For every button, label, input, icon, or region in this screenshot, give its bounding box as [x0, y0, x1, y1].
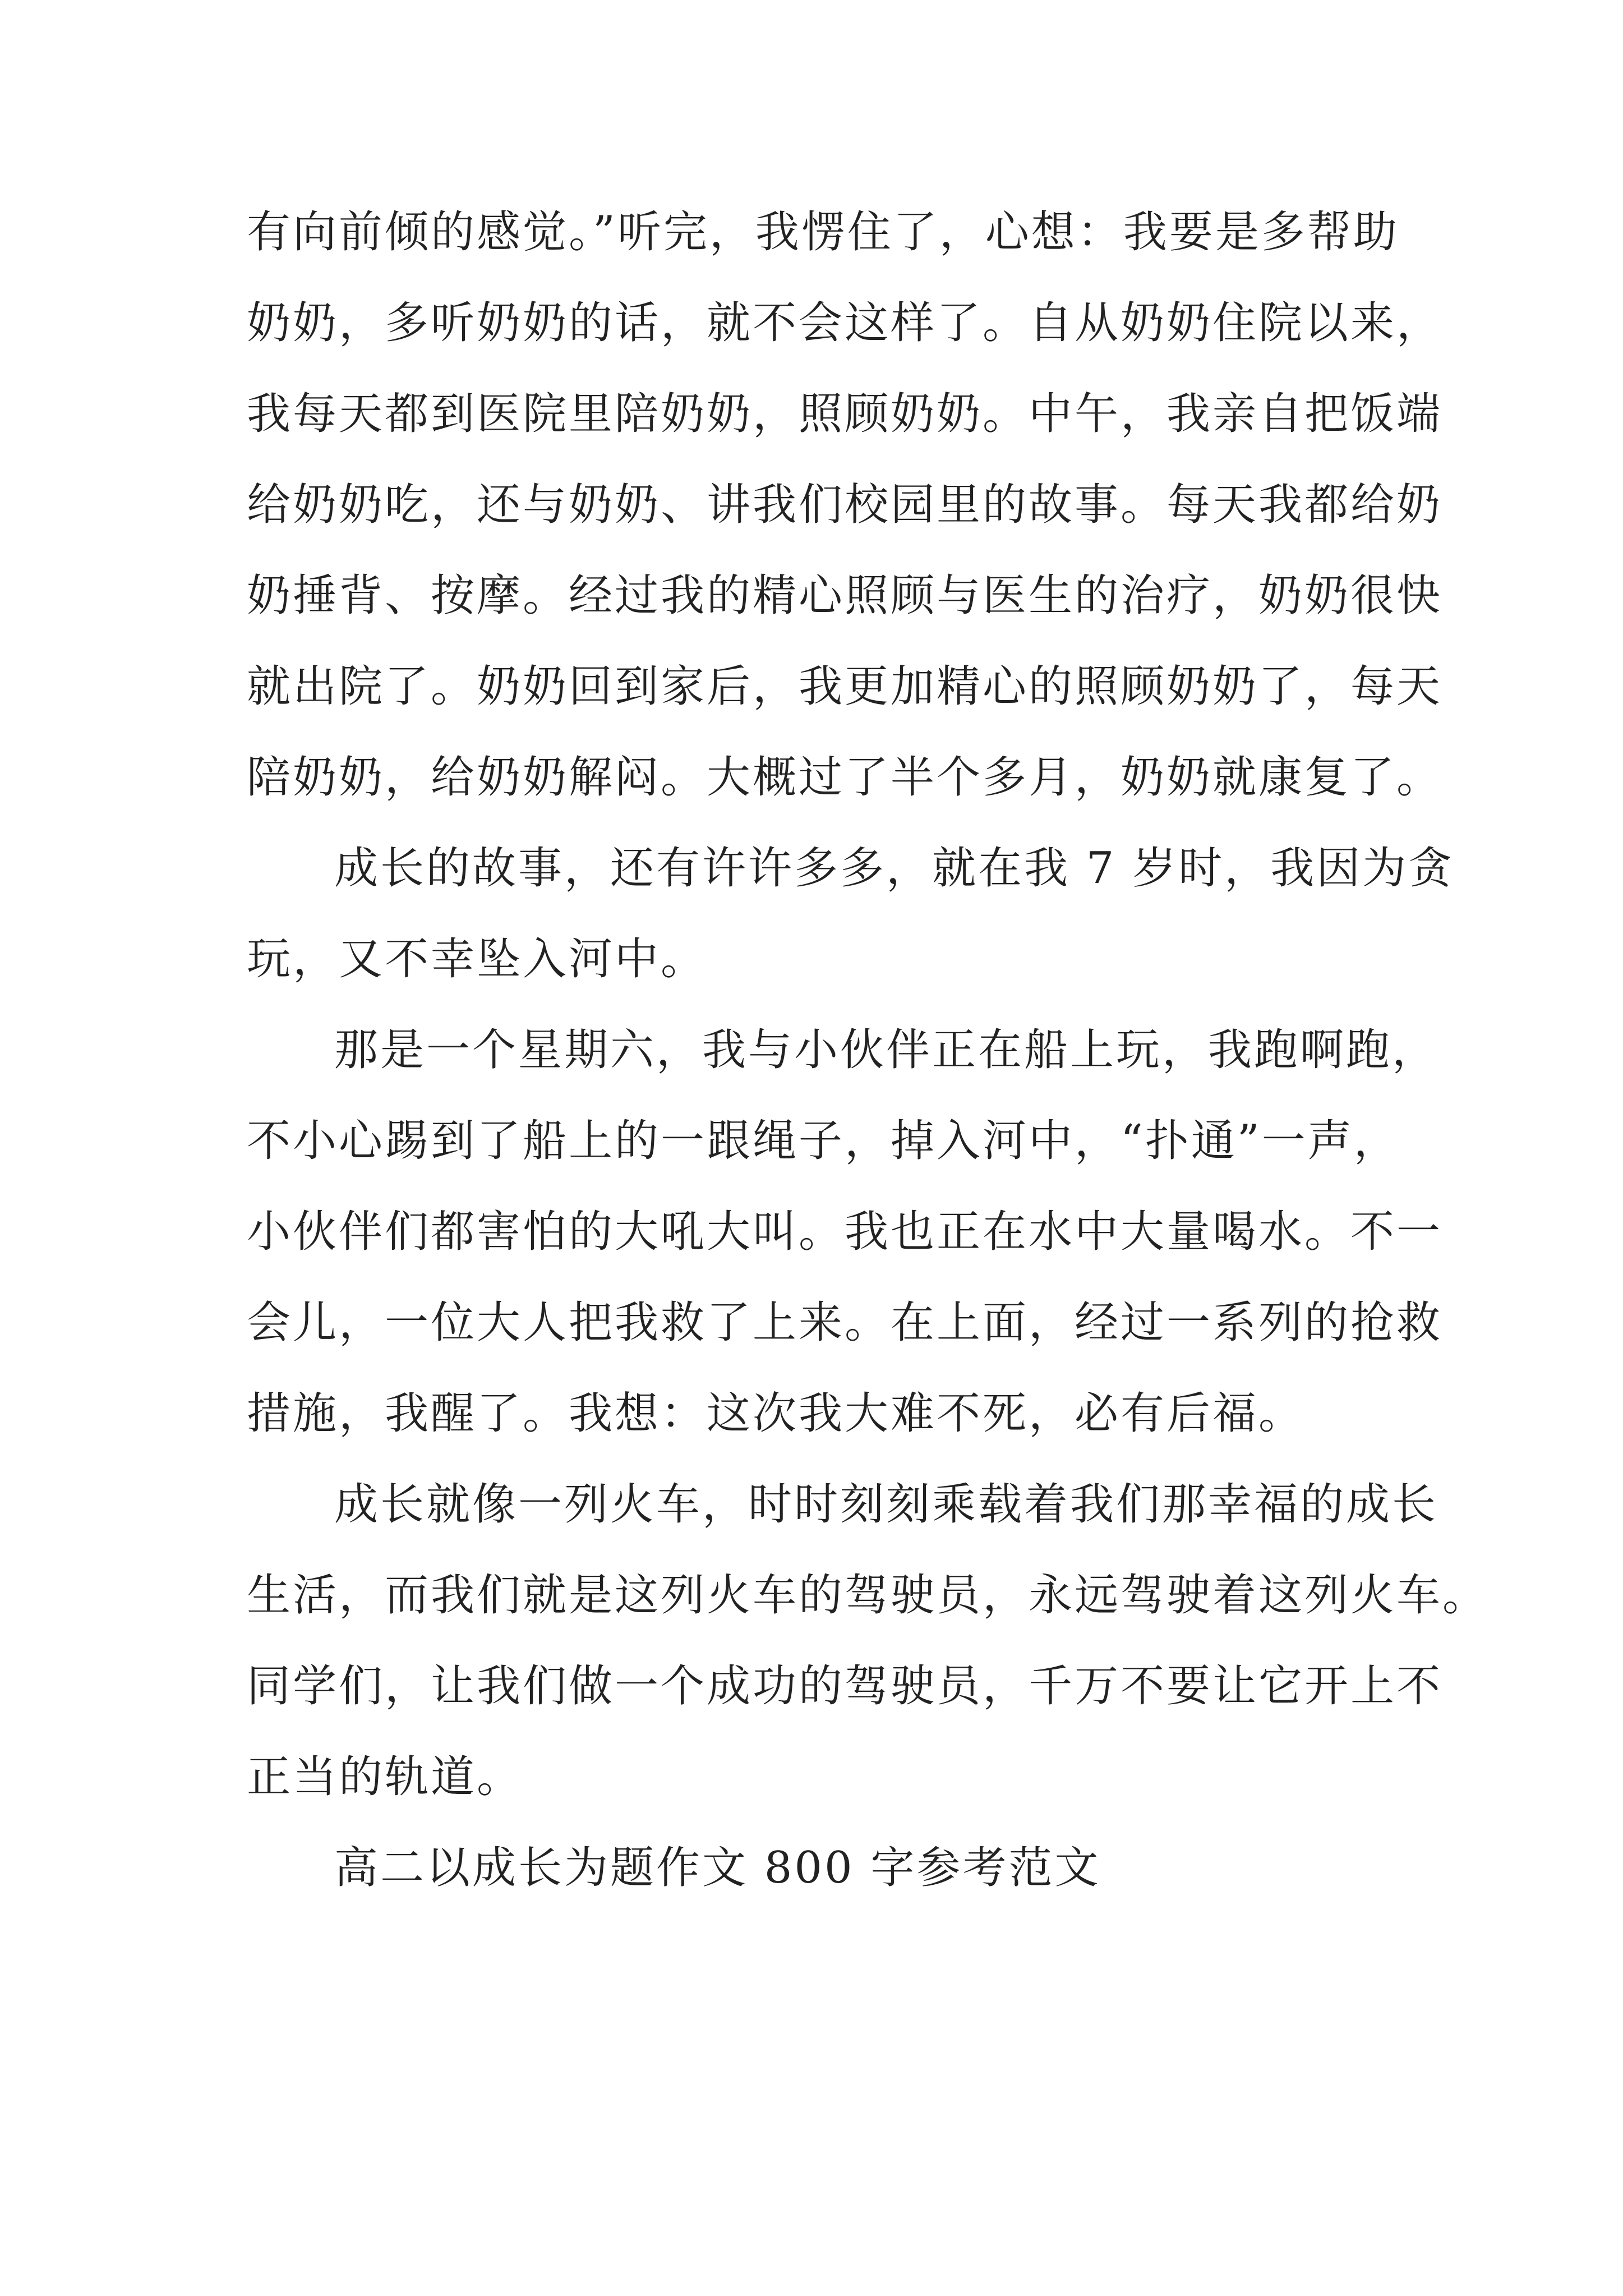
text-line: 给奶奶吃，还与奶奶、讲我们校园里的故事。每天我都给奶 — [247, 480, 1443, 530]
text-line: 措施，我醒了。我想：这次我大难不死，必有后福。 — [247, 1388, 1305, 1439]
paragraph-first-line: 成长就像一列火车，时时刻刻乘载着我们那幸福的成长 — [334, 1479, 1438, 1530]
text-line: 奶捶背、按摩。经过我的精心照顾与医生的治疗，奶奶很快 — [247, 570, 1443, 621]
text-line: 会儿，一位大人把我救了上来。在上面，经过一系列的抢救 — [247, 1297, 1443, 1348]
text-line: 就出院了。奶奶回到家后，我更加精心的照顾奶奶了，每天 — [247, 661, 1443, 712]
text-line: 同学们，让我们做一个成功的驾驶员，千万不要让它开上不 — [247, 1661, 1443, 1711]
text-line: 陪奶奶，给奶奶解闷。大概过了半个多月，奶奶就康复了。 — [247, 752, 1443, 803]
paragraph-first-line: 那是一个星期六，我与小伙伴正在船上玩，我跑啊跑， — [334, 1025, 1438, 1075]
text-line: 奶奶，多听奶奶的话，就不会这样了。自从奶奶住院以来， — [247, 298, 1443, 348]
text-line: 不小心踢到了船上的一跟绳子，掉入河中，“扑通”一声， — [247, 1116, 1400, 1166]
text-line: 有向前倾的感觉。”听完，我愣住了，心想：我要是多帮助 — [247, 207, 1399, 257]
document-body — [247, 206, 1489, 1933]
text-line: 小伙伴们都害怕的大吼大叫。我也正在水中大量喝水。不一 — [247, 1207, 1443, 1257]
section-heading: 高二以成长为题作文 800 字参考范文 — [334, 1843, 1101, 1893]
text-line: 生活，而我们就是这列火车的驾驶员，永远驾驶着这列火车。 — [247, 1570, 1489, 1621]
text-line: 玩，又不幸坠入河中。 — [247, 934, 707, 984]
text-line: 我每天都到医院里陪奶奶，照顾奶奶。中午，我亲自把饭端 — [247, 389, 1443, 439]
paragraph-first-line: 成长的故事，还有许许多多，就在我 7 岁时，我因为贪 — [334, 843, 1455, 894]
text-line: 正当的轨道。 — [247, 1752, 523, 1802]
